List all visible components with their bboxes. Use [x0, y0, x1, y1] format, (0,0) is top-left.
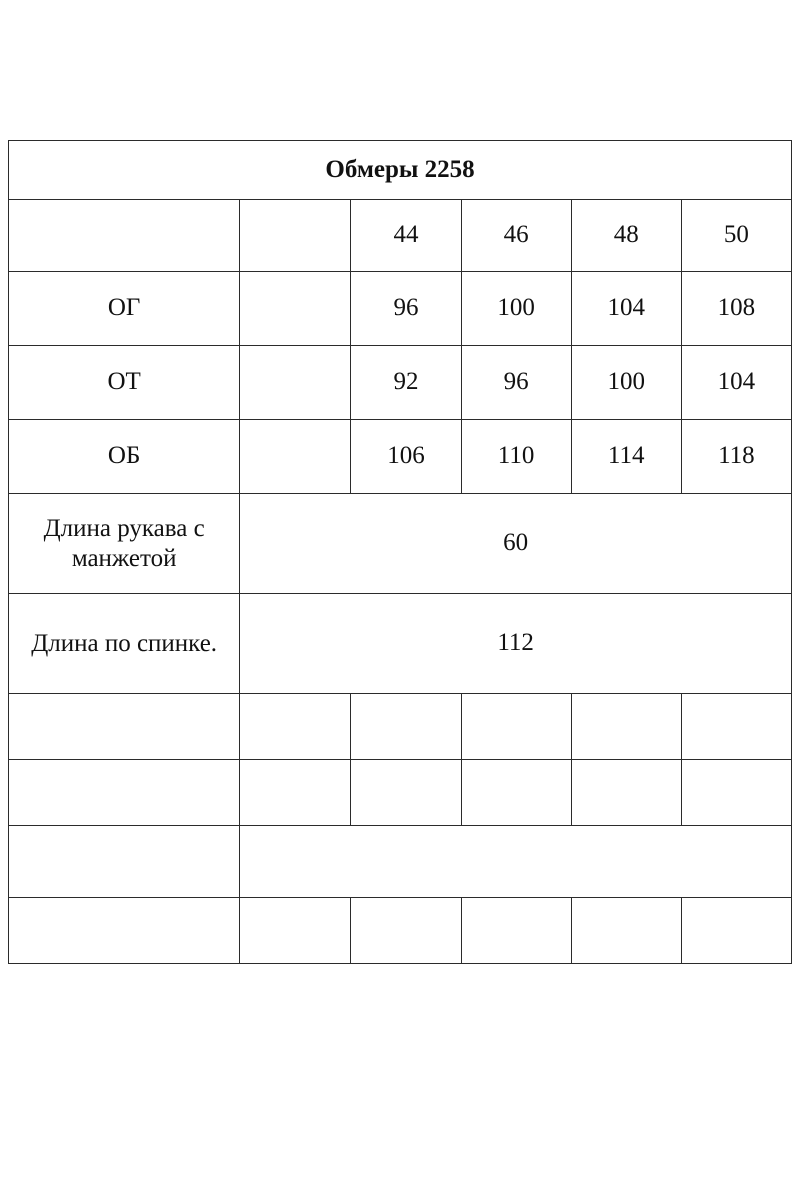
empty-cell: [461, 760, 571, 826]
empty-cell: [351, 760, 461, 826]
table-row-empty: [9, 898, 792, 964]
header-size-48: 48: [571, 200, 681, 272]
header-size-44: 44: [351, 200, 461, 272]
empty-cell: [571, 898, 681, 964]
table-row: [9, 420, 792, 494]
empty-cell: [681, 898, 791, 964]
cell-ob-50: 118: [681, 420, 791, 494]
row-label-back-length: Длина по спинке.: [9, 594, 240, 694]
empty-cell: [351, 898, 461, 964]
cell-ot-46: 96: [461, 346, 571, 420]
cell-og-46: 100: [461, 272, 571, 346]
cell-sleeve-length-value: 60: [240, 494, 792, 594]
cell-back-length-value: 112: [240, 594, 792, 694]
cell-ot-44: 92: [351, 346, 461, 420]
cell-ob-44: 106: [351, 420, 461, 494]
row-spacer-og: [240, 272, 351, 346]
table-title: Обмеры 2258: [9, 141, 792, 200]
table-row: [9, 494, 792, 594]
cell-ob-46: 110: [461, 420, 571, 494]
table-row: [9, 594, 792, 694]
table-row-empty: [9, 760, 792, 826]
table-row-empty: [9, 826, 792, 898]
empty-cell: [681, 760, 791, 826]
row-label-ot: ОТ: [9, 346, 240, 420]
empty-cell: [240, 694, 351, 760]
header-label-cell: [9, 200, 240, 272]
measurements-table: [8, 140, 792, 964]
table-title-row: [9, 141, 792, 200]
table-row: [9, 346, 792, 420]
cell-og-50: 108: [681, 272, 791, 346]
table-row: [9, 272, 792, 346]
cell-ob-48: 114: [571, 420, 681, 494]
empty-cell: [571, 694, 681, 760]
empty-cell: [9, 694, 240, 760]
empty-cell: [351, 694, 461, 760]
header-spacer-cell: [240, 200, 351, 272]
empty-cell: [681, 694, 791, 760]
table-header-row: [9, 200, 792, 272]
header-size-46: 46: [461, 200, 571, 272]
cell-og-48: 104: [571, 272, 681, 346]
row-spacer-ob: [240, 420, 351, 494]
empty-cell: [461, 898, 571, 964]
cell-ot-50: 104: [681, 346, 791, 420]
empty-cell: [571, 760, 681, 826]
cell-ot-48: 100: [571, 346, 681, 420]
empty-cell: [9, 826, 240, 898]
row-label-ob: ОБ: [9, 420, 240, 494]
row-label-sleeve-length: Длина рукава с манжетой: [9, 494, 240, 594]
header-size-50: 50: [681, 200, 791, 272]
cell-og-44: 96: [351, 272, 461, 346]
measurements-table-wrapper: [8, 140, 792, 964]
row-spacer-ot: [240, 346, 351, 420]
table-row-empty: [9, 694, 792, 760]
empty-cell: [461, 694, 571, 760]
empty-cell: [240, 760, 351, 826]
empty-cell: [9, 760, 240, 826]
empty-cell: [240, 898, 351, 964]
empty-cell-merged: [240, 826, 792, 898]
empty-cell: [9, 898, 240, 964]
row-label-og: ОГ: [9, 272, 240, 346]
